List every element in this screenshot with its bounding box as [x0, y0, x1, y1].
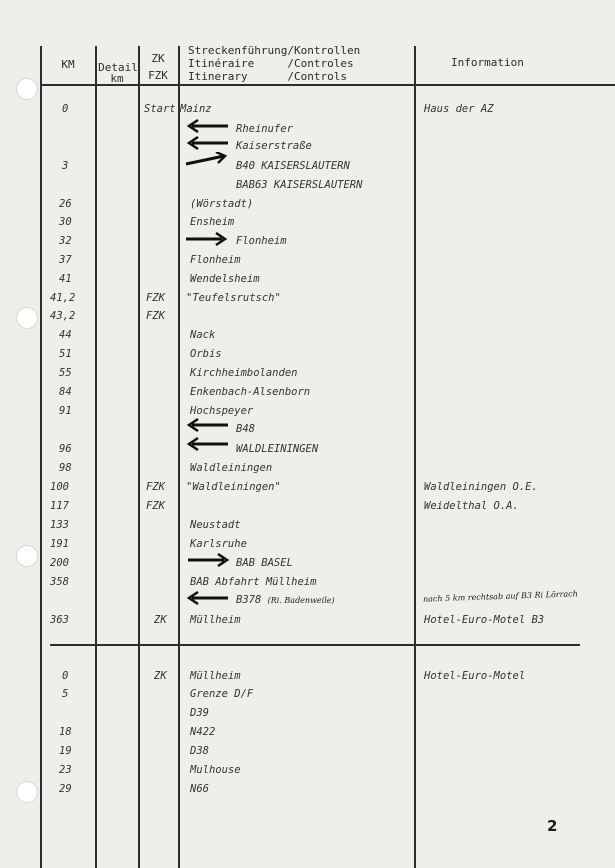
- row-route: Ensheim: [190, 216, 235, 228]
- row-km: 0: [62, 103, 69, 115]
- row-km: 37: [59, 254, 72, 266]
- row-route: Flonheim: [236, 235, 287, 247]
- row-km: 55: [59, 367, 72, 379]
- row-km: 98: [59, 462, 72, 474]
- row-route: Kirchheimbolanden: [190, 367, 298, 379]
- row-route: BAB63 KAISERSLAUTERN: [236, 179, 363, 191]
- arrow-left-icon: [186, 136, 230, 150]
- row-route: Mainz: [180, 103, 212, 115]
- header-route: Streckenführung/Kontrollen: [188, 44, 361, 57]
- row-km: 91: [59, 405, 72, 417]
- row-route: (Wörstadt): [190, 198, 254, 210]
- row-route: Hochspeyer: [190, 405, 254, 417]
- row-km: 0: [62, 670, 69, 682]
- row-route: Müllheim: [190, 670, 241, 682]
- arrow-left-icon: [186, 437, 230, 451]
- punch-hole: [16, 781, 38, 803]
- row-route: Kaiserstraße: [236, 140, 312, 152]
- row-zk: FZK: [146, 500, 165, 512]
- row-route: BAB Abfahrt Müllheim: [190, 576, 317, 588]
- column-rule: [138, 46, 140, 868]
- row-km: 84: [59, 386, 72, 398]
- row-route: "Waldleiningen": [186, 481, 281, 493]
- row-route: N66: [190, 783, 209, 795]
- row-info: Haus der AZ: [424, 103, 494, 115]
- punch-hole: [16, 78, 38, 100]
- row-route: D38: [190, 745, 209, 757]
- handwritten-note: (Ri. Badenweile): [267, 596, 335, 605]
- row-km: 26: [59, 198, 72, 210]
- section-rule: [50, 644, 580, 646]
- header-fzk: FZK: [148, 69, 168, 82]
- row-info: Hotel-Euro-Motel B3: [424, 614, 545, 626]
- row-km: 32: [59, 235, 72, 247]
- row-route: B40 KAISERSLAUTERN: [236, 160, 350, 172]
- row-km: 44: [59, 329, 72, 341]
- row-km: 43,2: [50, 310, 76, 322]
- row-route: Neustadt: [190, 519, 241, 531]
- row-km: 100: [50, 481, 69, 493]
- row-km: 41,2: [50, 292, 76, 304]
- header-detail: Detail: [98, 61, 138, 74]
- punch-hole: [16, 307, 38, 329]
- row-route: N422: [190, 726, 216, 738]
- row-route: Grenze D/F: [190, 688, 254, 700]
- row-route: Enkenbach-Alsenborn: [190, 386, 311, 398]
- row-km: 117: [50, 500, 69, 512]
- row-route: Karlsruhe: [190, 538, 247, 550]
- row-route: "Teufelsrutsch": [186, 292, 281, 304]
- row-route: BAB BASEL: [236, 557, 293, 569]
- row-km: 41: [59, 273, 72, 285]
- row-zk: FZK: [146, 292, 165, 304]
- row-route: Wendelsheim: [190, 273, 260, 285]
- row-route: Waldleiningen: [190, 462, 273, 474]
- page-number: 2: [547, 817, 558, 835]
- arrow-left-icon: [186, 418, 230, 432]
- row-km: 23: [59, 764, 72, 776]
- row-km: 18: [59, 726, 72, 738]
- row-route: D39: [190, 707, 209, 719]
- row-km: 19: [59, 745, 72, 757]
- b378-label: B378: [236, 594, 262, 606]
- row-route: [236, 594, 335, 607]
- row-route: Orbis: [190, 348, 222, 360]
- row-route: Nack: [190, 329, 216, 341]
- row-zk: FZK: [146, 481, 165, 493]
- arrow-right-icon: [186, 553, 230, 567]
- arrow-left-icon: [186, 119, 230, 133]
- column-rule: [40, 46, 42, 868]
- row-zk: FZK: [146, 310, 165, 322]
- row-route: Mulhouse: [190, 764, 241, 776]
- header-zk: ZK: [151, 52, 165, 65]
- row-route: Rheinufer: [236, 123, 293, 135]
- row-zk: ZK: [154, 670, 167, 682]
- row-zk: Start: [144, 103, 176, 115]
- row-info: Hotel-Euro-Motel: [424, 670, 526, 682]
- row-route: Müllheim: [190, 614, 241, 626]
- handwritten-note: nach 5 km rechtsab auf B3 Ri Lörrach: [422, 589, 579, 604]
- arrow-left-icon: [186, 591, 230, 605]
- row-info: Weidelthal O.A.: [424, 500, 519, 512]
- row-km: 96: [59, 443, 72, 455]
- row-km: 29: [59, 783, 72, 795]
- row-km: 30: [59, 216, 72, 228]
- column-rule: [414, 46, 416, 868]
- row-km: 358: [50, 576, 69, 588]
- header-detail-unit: km: [110, 72, 124, 85]
- header-route-fr: Itinéraire /Controles: [188, 57, 354, 70]
- arrow-right-icon: [184, 232, 228, 246]
- header-information: Information: [451, 56, 524, 69]
- row-km: 51: [59, 348, 72, 360]
- header-km: KM: [61, 58, 75, 71]
- row-km: 5: [62, 688, 69, 700]
- row-route: Flonheim: [190, 254, 241, 266]
- row-km: 133: [50, 519, 69, 531]
- row-km: 3: [62, 160, 69, 172]
- row-km: 191: [50, 538, 69, 550]
- row-route: WALDLEININGEN: [236, 443, 319, 455]
- row-km: 363: [50, 614, 69, 626]
- header-route-en: Itinerary /Controls: [188, 70, 347, 83]
- column-rule: [178, 46, 180, 868]
- punch-hole: [16, 545, 38, 567]
- arrow-right-up-icon: [184, 152, 228, 166]
- row-info: Waldleiningen O.E.: [424, 481, 538, 493]
- row-route: B48: [236, 423, 255, 435]
- row-km: 200: [50, 557, 69, 569]
- row-zk: ZK: [154, 614, 167, 626]
